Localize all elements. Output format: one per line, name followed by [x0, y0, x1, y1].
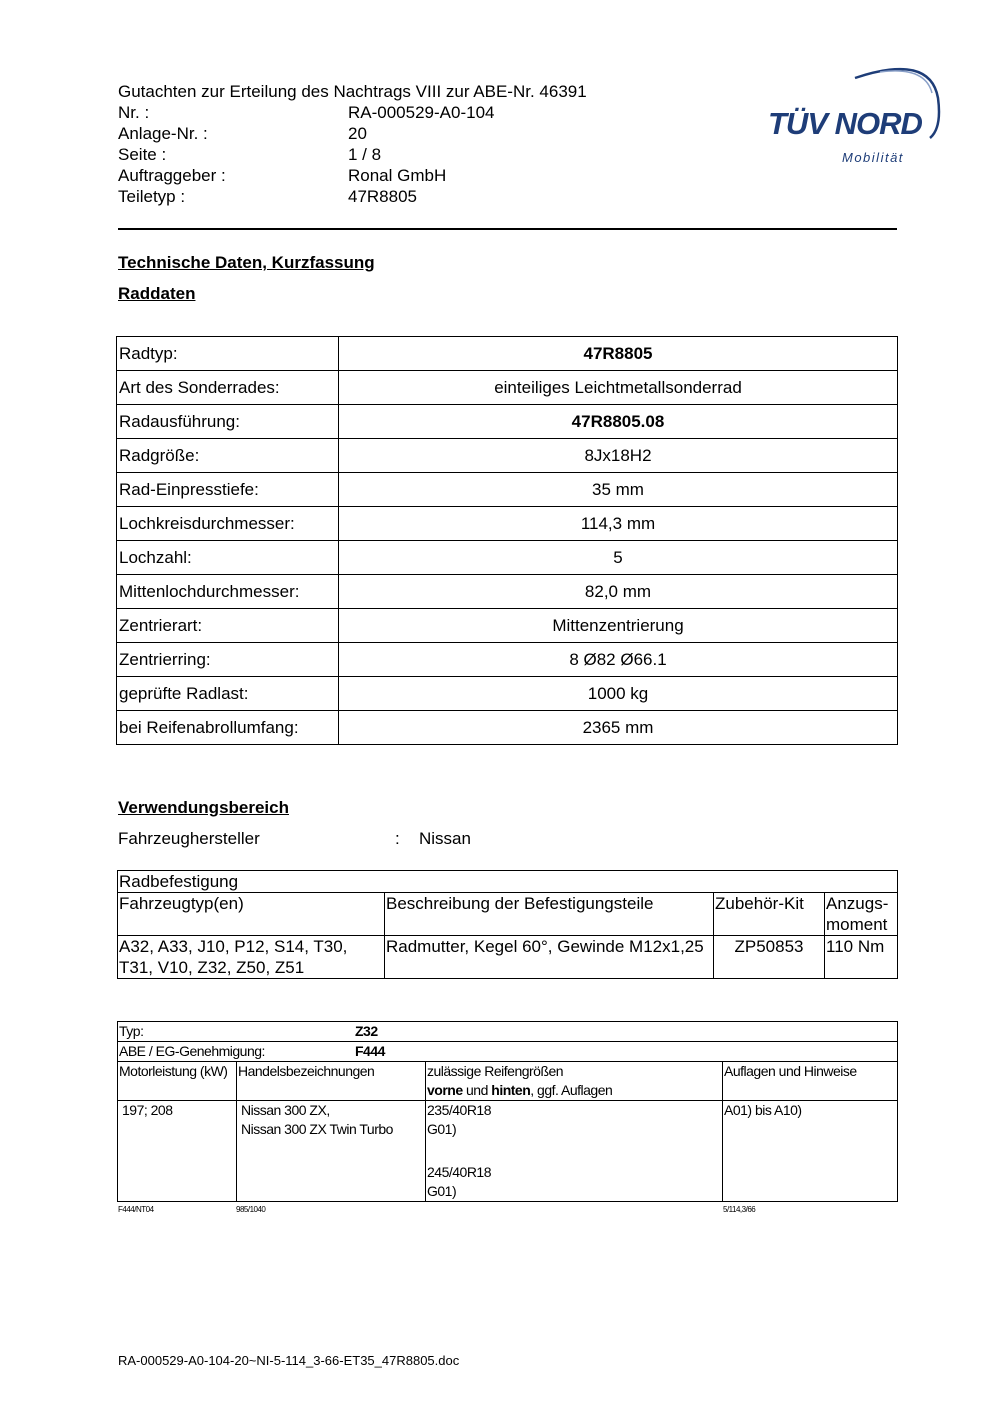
table-cell: Nissan 300 ZX, Nissan 300 ZX Twin Turbo — [237, 1101, 426, 1202]
raddaten-value: Mittenzentrierung — [339, 609, 898, 643]
column-header: Anzugs-moment — [825, 893, 898, 936]
table-cell: Radmutter, Kegel 60°, Gewinde M12x1,25 — [385, 936, 714, 979]
column-header: Beschreibung der Befestigungsteile — [385, 893, 714, 936]
table-row — [117, 541, 898, 575]
logo-sub: Mobilität — [842, 150, 904, 165]
footnote-a: F444/NT04 — [118, 1205, 154, 1214]
header-row-seite: Seite : 1 / 8 — [118, 145, 382, 164]
table-row — [117, 643, 898, 677]
header-row-anlage: Anlage-Nr. : 20 — [118, 124, 367, 143]
raddaten-label: Lochkreisdurchmesser: — [117, 507, 339, 541]
abe-label: ABE / EG-Genehmigung: — [119, 1043, 265, 1059]
typ-table — [117, 1021, 898, 1202]
radbefestigung-title: Radbefestigung — [118, 871, 898, 893]
raddaten-value: 47R8805 — [339, 337, 898, 371]
hersteller-value: Nissan — [419, 829, 471, 848]
raddaten-value: 35 mm — [339, 473, 898, 507]
raddaten-label: Rad-Einpresstiefe: — [117, 473, 339, 507]
header-row-nr: Nr. : RA-000529-A0-104 — [118, 103, 495, 122]
raddaten-label: Radausführung: — [117, 405, 339, 439]
tuv-nord-logo — [760, 58, 945, 178]
verwendung-title: Verwendungsbereich — [118, 798, 289, 817]
table-cell: A32, A33, J10, P12, S14, T30, T31, V10, Z32, Z50, Z51 — [118, 936, 385, 979]
raddaten-label: Lochzahl: — [117, 541, 339, 575]
header-row-auftraggeber: Auftraggeber : Ronal GmbH — [118, 166, 447, 185]
table-row — [117, 507, 898, 541]
raddaten-table — [116, 336, 898, 745]
column-header: Fahrzeugtyp(en) — [118, 893, 385, 936]
table-row — [117, 337, 898, 371]
table-row — [118, 1062, 898, 1101]
column-header: Handelsbezeichnungen — [237, 1062, 426, 1101]
document-title: Gutachten zur Erteilung des Nachtrags VIII zur ABE-Nr. 46391 — [118, 82, 587, 101]
raddaten-value: 1000 kg — [339, 677, 898, 711]
footnote-b: 985/1040 — [236, 1205, 266, 1214]
raddaten-value: 5 — [339, 541, 898, 575]
table-cell: ZP50853 — [714, 936, 825, 979]
raddaten-label: geprüfte Radlast: — [117, 677, 339, 711]
typ-label: Typ: — [119, 1023, 144, 1039]
table-cell: 235/40R18 G01) 245/40R18 G01) — [426, 1101, 723, 1202]
column-header: Zubehör-Kit — [714, 893, 825, 936]
table-row — [118, 1101, 898, 1202]
table-row — [117, 439, 898, 473]
table-row — [118, 1042, 898, 1062]
document-header — [118, 81, 587, 207]
table-row — [117, 677, 898, 711]
raddaten-value: 2365 mm — [339, 711, 898, 745]
table-row — [117, 711, 898, 745]
footer-filename: RA-000529-A0-104-20~NI-5-114_3-66-ET35_47R8805.doc — [118, 1353, 460, 1368]
header-divider — [118, 228, 897, 230]
raddaten-value: einteiliges Leichtmetallsonderrad — [339, 371, 898, 405]
raddaten-label: Radgröße: — [117, 439, 339, 473]
table-cell: 110 Nm — [825, 936, 898, 979]
abe-value: F444 — [355, 1043, 385, 1059]
table-row — [118, 1022, 898, 1042]
hersteller-label: Fahrzeughersteller — [118, 829, 260, 848]
table-cell: 197; 208 — [118, 1101, 237, 1202]
raddaten-value: 82,0 mm — [339, 575, 898, 609]
radbefestigung-table — [117, 870, 898, 979]
column-header: Motorleistung (kW) — [118, 1062, 237, 1101]
table-row — [118, 871, 898, 893]
raddaten-label: Mittenlochdurchmesser: — [117, 575, 339, 609]
raddaten-label: Radtyp: — [117, 337, 339, 371]
footnote-c: 5/114,3/66 — [723, 1205, 756, 1214]
logo-brand: TÜV NORD — [768, 106, 922, 141]
typ-value: Z32 — [355, 1023, 378, 1039]
raddaten-value: 114,3 mm — [339, 507, 898, 541]
table-row — [118, 936, 898, 979]
raddaten-label: bei Reifenabrollumfang: — [117, 711, 339, 745]
hersteller-sep: : — [395, 829, 400, 848]
column-header: Auflagen und Hinweise — [723, 1062, 898, 1101]
raddaten-label: Zentrierring: — [117, 643, 339, 677]
section-subtitle: Raddaten — [118, 284, 196, 303]
table-row — [117, 371, 898, 405]
header-row-teiletyp: Teiletyp : 47R8805 — [118, 187, 418, 206]
table-cell: A01) bis A10) — [723, 1101, 898, 1202]
table-row — [117, 575, 898, 609]
table-row — [117, 473, 898, 507]
table-row — [117, 609, 898, 643]
column-header: zulässige Reifengrößen vorne und hinten, ggf. Auflagen — [426, 1062, 723, 1101]
table-row — [117, 405, 898, 439]
raddaten-value: 8Jx18H2 — [339, 439, 898, 473]
section-title: Technische Daten, Kurzfassung — [118, 253, 375, 272]
raddaten-label: Art des Sonderrades: — [117, 371, 339, 405]
raddaten-value: 47R8805.08 — [339, 405, 898, 439]
raddaten-label: Zentrierart: — [117, 609, 339, 643]
raddaten-value: 8 Ø82 Ø66.1 — [339, 643, 898, 677]
table-row — [118, 893, 898, 936]
